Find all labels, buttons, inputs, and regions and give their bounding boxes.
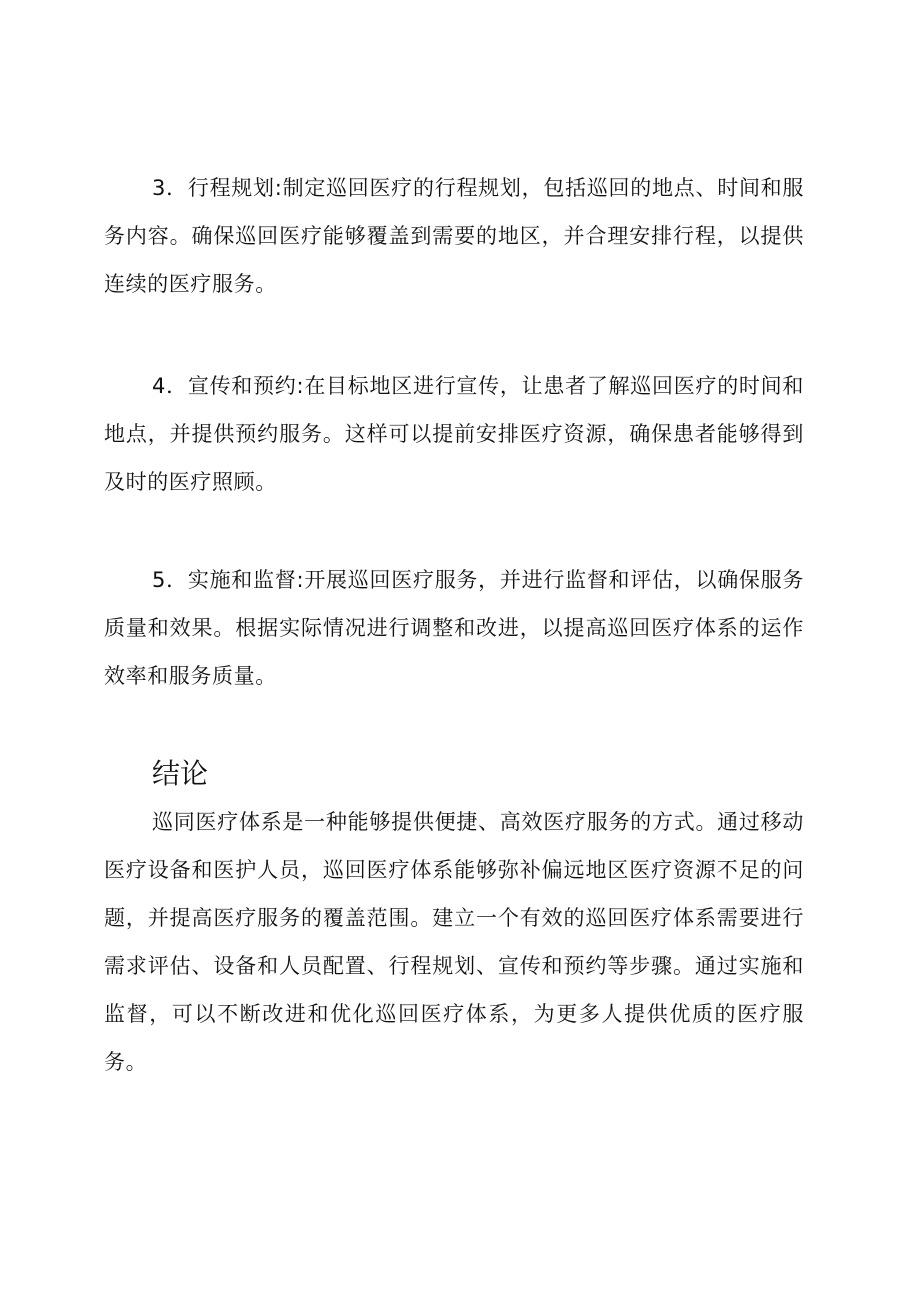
conclusion-paragraph: 巡同医疗体系是一种能够提供便捷、高效医疗服务的方式。通过移动医疗设备和医护人员，巡回医疗体系能够弥补偏远地区医疗资源不足的问题，并提高医疗服务的覆盖范围。建立一个有效的巡回医疗体系需要进行需求评估、设备和人员配置、行程规划、宣传和预约等步骤。通过实施和监督，可以不断改进和优化巡回医疗体系，为更多人提供优质的医疗服务。 (104, 810, 804, 1074)
step-title: 宣传和预约 (187, 374, 297, 398)
step-colon: : (296, 374, 305, 398)
step-paragraph-3 (104, 164, 804, 308)
step-paragraph-5 (104, 556, 804, 700)
conclusion-heading: 结论 (152, 757, 209, 790)
step-text: 制定巡回医疗的行程规划，包括巡回的地点、时间和服务内容。确保巡回医疗能够覆盖到需要的地区，并合理安排行程，以提供连续的医疗服务。 (104, 176, 805, 296)
step-separator: ． (165, 568, 188, 592)
step-colon: : (296, 568, 305, 592)
step-number: 3 (152, 176, 166, 200)
step-separator: ． (165, 374, 188, 398)
step-separator: ． (165, 176, 188, 200)
step-colon: : (274, 176, 283, 200)
step-text: 在目标地区进行宣传，让患者了解巡回医疗的时间和地点，并提供预约服务。这样可以提前安排医疗资源，确保患者能够得到及时的医疗照顾。 (104, 374, 804, 494)
step-paragraph-4 (104, 362, 804, 506)
step-number: 4 (152, 374, 166, 398)
step-title: 行程规划 (187, 176, 275, 200)
step-number: 5 (152, 568, 166, 592)
step-text: 开展巡回医疗服务，并进行监督和评估，以确保服务质量和效果。根据实际情况进行调整和改进，以提高巡回医疗体系的运作效率和服务质量。 (104, 568, 804, 688)
step-title: 实施和监督 (187, 568, 297, 592)
